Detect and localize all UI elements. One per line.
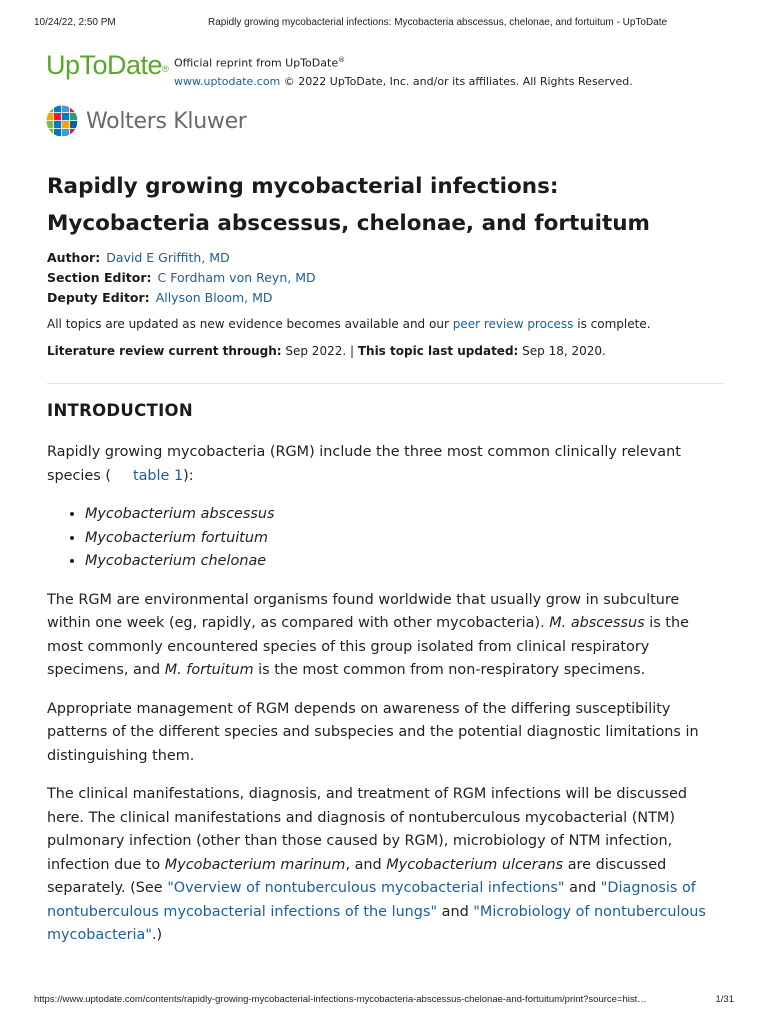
species-name: Mycobacterium chelonae: [85, 553, 267, 569]
peer-review-link[interactable]: peer review process: [452, 317, 574, 331]
intro-paragraph-2: [47, 589, 727, 683]
lit-review-label: Literature review current through:: [47, 344, 282, 358]
print-page-title: Rapidly growing mycobacterial infections: Mycobacteria abscessus, chelonae, and fortuitum - UpToDate: [208, 17, 668, 28]
copyright-text: © 2022 UpToDate, Inc. and/or its affiliates. All Rights Reserved.: [280, 74, 633, 88]
intro-p2-text-a: The RGM are environmental organisms found worldwide that usually grow in subculture within one week (eg, rapidly, as compared with other mycobacteria).: [47, 591, 680, 631]
section-editor-row: [47, 268, 316, 288]
copyright-line: [174, 73, 633, 91]
deputy-editor-label: Deputy Editor:: [47, 290, 150, 305]
globe-tile: [54, 129, 61, 136]
globe-tile: [62, 113, 69, 120]
overview-ntm-link[interactable]: "Overview of nontuberculous mycobacterial infections": [167, 880, 565, 896]
article-title-line-1: Rapidly growing mycobacterial infections:: [47, 174, 559, 199]
species-name: Mycobacterium fortuitum: [85, 529, 268, 546]
globe-tile: [54, 105, 61, 112]
intro-paragraph-4: [47, 783, 727, 948]
print-footer: [34, 994, 734, 1008]
intro-paragraph-3: Appropriate management of RGM depends on awareness of the differing susceptibility patterns of the different species and subspecies and the potential diagnostic limitations in distinguishing them.: [47, 700, 699, 764]
author-row: [47, 248, 316, 268]
globe-tile: [70, 129, 77, 136]
last-updated-label: This topic last updated:: [357, 344, 519, 358]
reprint-text: Official reprint from UpToDate: [174, 56, 339, 70]
introduction-body: [47, 441, 727, 963]
author-label: Author:: [47, 250, 101, 265]
list-item: [85, 527, 727, 551]
globe-tile: [46, 113, 53, 120]
globe-tile: [70, 113, 77, 120]
print-header: [34, 17, 734, 31]
reprint-line: [174, 51, 633, 73]
reprint-banner: [46, 48, 726, 90]
globe-tile: [70, 121, 77, 128]
update-note-text-after: is complete.: [573, 317, 651, 331]
uptodate-logo: [46, 48, 168, 82]
last-updated-value: Sep 18, 2020.: [518, 344, 606, 358]
globe-tile: [70, 105, 77, 112]
author-link[interactable]: David E Griffith, MD: [106, 250, 230, 265]
list-item: [85, 550, 727, 574]
diagnosis-ntm-lungs-link[interactable]: "Diagnosis of nontuberculous mycobacterial infections of the lungs": [47, 880, 696, 920]
update-policy-note: [47, 315, 651, 333]
intro-p4-text-e: are discussed separately. (See: [47, 856, 667, 896]
deputy-editor-link[interactable]: Allyson Bloom, MD: [155, 290, 273, 305]
lit-review-value: Sep 2022.: [281, 344, 347, 358]
review-dates: [47, 342, 606, 360]
section-editor-label: Section Editor:: [47, 270, 152, 285]
print-url: https://www.uptodate.com/contents/rapidly-growing-mycobacterial-infections-mycobacteria-abscessus-chelonae-and-fortuitum/print?source=hist…: [34, 994, 647, 1005]
species-ulcerans: Mycobacterium ulcerans: [386, 856, 564, 873]
globe-tile: [62, 121, 69, 128]
introduction-heading: INTRODUCTION: [47, 401, 193, 420]
globe-tile: [62, 129, 69, 136]
species-abbrev-fortuitum: M. fortuitum: [164, 662, 254, 678]
article-title: [47, 168, 737, 242]
species-marinum: Mycobacterium marinum: [164, 856, 346, 873]
intro-p4-text-f: and: [564, 880, 601, 896]
intro-p2-text-c: is the most commonly encountered species of this group isolated from clinical respiratory specimens, and: [47, 615, 689, 678]
intro-p1-close: ):: [183, 467, 194, 484]
globe-tile: [46, 105, 53, 112]
species-abbrev-abscessus: M. abscessus: [549, 615, 645, 631]
article-title-line-2: Mycobacteria abscessus, chelonae, and fortuitum: [47, 211, 650, 236]
intro-p4-text-a: The clinical manifestations, diagnosis, and treatment of RGM infections will be discussed here. The clinical manifestations and diagnosis of nontuberculous mycobacterial (NTM) pulmonary infection (other than those caused by RGM), microbiology of NTM infection, infection due to: [47, 786, 688, 873]
intro-p2-text-e: is the most common from non-respiratory specimens.: [253, 662, 646, 678]
intro-paragraph-1: [47, 441, 727, 488]
intro-p4-text-g: and: [437, 903, 474, 920]
list-item: [85, 503, 727, 527]
review-separator: |: [346, 344, 358, 358]
print-date: 10/24/22, 2:50 PM: [34, 17, 116, 28]
reprint-mark: ®: [338, 56, 346, 64]
microbiology-ntm-link[interactable]: "Microbiology of nontuberculous mycobacteria": [47, 903, 706, 943]
page-number: 1/31: [715, 994, 734, 1005]
wolters-kluwer-globe-icon: [46, 105, 78, 137]
uptodate-logo-mark: ®: [162, 64, 169, 74]
uptodate-logo-text: UpToDate: [46, 50, 163, 80]
author-block: [47, 248, 316, 308]
globe-tile: [54, 113, 61, 120]
globe-tile: [54, 121, 61, 128]
reprint-notice: [174, 51, 633, 91]
deputy-editor-row: [47, 288, 316, 308]
publisher-name: Wolters Kluwer: [86, 109, 247, 134]
intro-p4-text-h: .): [151, 927, 163, 943]
species-name: Mycobacterium abscessus: [85, 506, 275, 522]
table-1-link[interactable]: table 1: [132, 467, 184, 484]
section-editor-link[interactable]: C Fordham von Reyn, MD: [157, 270, 316, 285]
uptodate-site-link[interactable]: www.uptodate.com: [174, 74, 281, 88]
globe-tile: [46, 129, 53, 136]
wolters-kluwer-logo: [46, 105, 266, 137]
intro-p4-text-c: , and: [345, 856, 387, 873]
globe-tile: [46, 121, 53, 128]
globe-tile: [62, 105, 69, 112]
intro-p1-text: Rapidly growing mycobacteria (RGM) include the three most common clinically relevant species (: [47, 444, 681, 484]
header-divider: [47, 383, 723, 384]
species-list: [47, 503, 727, 574]
update-note-text-before: All topics are updated as new evidence becomes available and our: [47, 317, 453, 331]
